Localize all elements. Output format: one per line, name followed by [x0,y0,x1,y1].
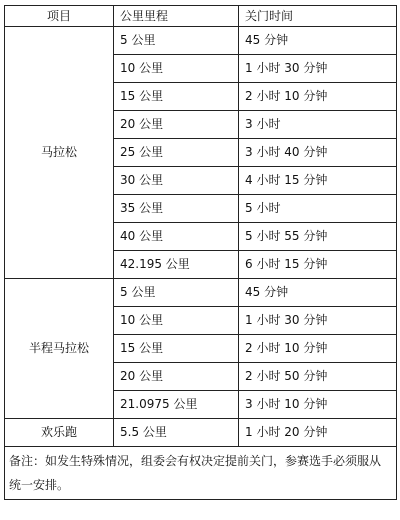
cutoff-time-table [4,5,397,500]
distance-cell: 5.5 公里 [114,419,239,447]
distance-cell: 20 公里 [114,111,239,139]
event-fun-run: 欢乐跑 [5,419,114,447]
time-cell: 1 小时 20 分钟 [239,419,397,447]
table-row [5,27,397,55]
header-cutoff-time: 关门时间 [239,6,397,27]
table-row [5,419,397,447]
distance-cell: 5 公里 [114,27,239,55]
distance-cell: 15 公里 [114,335,239,363]
time-cell: 1 小时 30 分钟 [239,307,397,335]
header-distance: 公里里程 [114,6,239,27]
table-header-row [5,6,397,27]
distance-cell: 35 公里 [114,195,239,223]
distance-cell: 15 公里 [114,83,239,111]
distance-cell: 21.0975 公里 [114,391,239,419]
time-cell: 45 分钟 [239,27,397,55]
time-cell: 3 小时 40 分钟 [239,139,397,167]
distance-cell: 30 公里 [114,167,239,195]
time-cell: 5 小时 [239,195,397,223]
time-cell: 2 小时 10 分钟 [239,83,397,111]
distance-cell: 20 公里 [114,363,239,391]
time-cell: 2 小时 50 分钟 [239,363,397,391]
header-event: 项目 [5,6,114,27]
distance-cell: 10 公里 [114,55,239,83]
distance-cell: 10 公里 [114,307,239,335]
time-cell: 4 小时 15 分钟 [239,167,397,195]
event-marathon: 马拉松 [5,27,114,279]
note-row [5,447,397,500]
time-cell: 1 小时 30 分钟 [239,55,397,83]
distance-cell: 40 公里 [114,223,239,251]
time-cell: 6 小时 15 分钟 [239,251,397,279]
distance-cell: 25 公里 [114,139,239,167]
time-cell: 45 分钟 [239,279,397,307]
note-text: 备注：如发生特殊情况，组委会有权决定提前关门，参赛选手必须服从统一安排。 [5,447,397,500]
table-row [5,279,397,307]
event-half-marathon: 半程马拉松 [5,279,114,419]
distance-cell: 42.195 公里 [114,251,239,279]
time-cell: 5 小时 55 分钟 [239,223,397,251]
distance-cell: 5 公里 [114,279,239,307]
time-cell: 3 小时 10 分钟 [239,391,397,419]
time-cell: 2 小时 10 分钟 [239,335,397,363]
time-cell: 3 小时 [239,111,397,139]
